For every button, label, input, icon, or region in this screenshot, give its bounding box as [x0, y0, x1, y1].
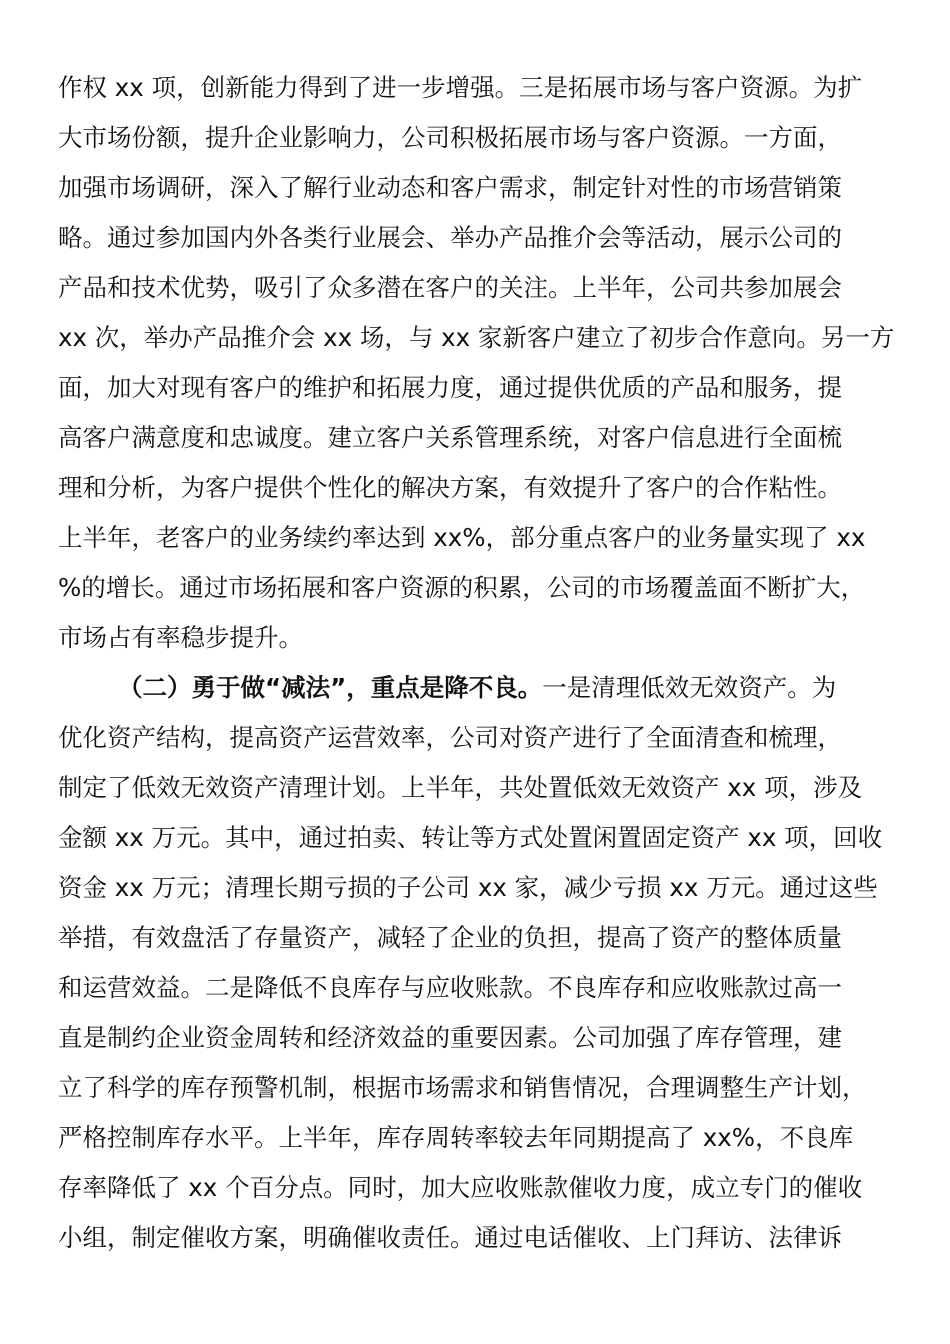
text-line: 加强市场调研，深入了解行业动态和客户需求，制定针对性的市场营销策 — [58, 173, 842, 202]
text-line: 优化资产结构，提高资产运营效率，公司对资产进行了全面清查和梳理， — [58, 723, 842, 752]
text-line: 存率降低了 xx 个百分点。同时，加大应收账款催收力度，成立专门的催收 — [58, 1173, 863, 1202]
paragraph-reduce-nonperforming — [58, 663, 894, 1263]
text-line: 直是制约企业资金周转和经济效益的重要因素。公司加强了库存管理，建 — [58, 1023, 842, 1052]
text-line — [58, 663, 894, 713]
text-line: 产品和技术优势，吸引了众多潜在客户的关注。上半年，公司共参加展会 — [58, 273, 842, 302]
text-line: %的增长。通过市场拓展和客户资源的积累，公司的市场覆盖面不断扩大， — [58, 573, 866, 602]
text-line: 金额 xx 万元。其中，通过拍卖、转让等方式处置闲置固定资产 xx 项，回收 — [58, 823, 883, 852]
text-line: 严格控制库存水平。上半年，库存周转率较去年同期提高了 xx%，不良库 — [58, 1123, 854, 1152]
text-line: 小组，制定催收方案，明确催收责任。通过电话催收、上门拜访、法律诉 — [58, 1223, 842, 1252]
text-line: 略。通过参加国内外各类行业展会、举办产品推介会等活动，展示公司的 — [58, 223, 842, 252]
text-line: 大市场份额，提升企业影响力，公司积极拓展市场与客户资源。一方面， — [58, 123, 842, 152]
text-line: 资金 xx 万元；清理长期亏损的子公司 xx 家，减少亏损 xx 万元。通过这些 — [58, 873, 878, 902]
text-line: 市场占有率稳步提升。 — [58, 623, 303, 652]
text-line: 上半年，老客户的业务续约率达到 xx%，部分重点客户的业务量实现了 xx — [58, 523, 866, 552]
text-line: 面，加大对现有客户的维护和拓展力度，通过提供优质的产品和服务，提 — [58, 373, 842, 402]
text-line: 理和分析，为客户提供个性化的解决方案，有效提升了客户的合作粘性。 — [58, 473, 842, 502]
text-line: 高客户满意度和忠诚度。建立客户关系管理系统，对客户信息进行全面梳 — [58, 423, 842, 452]
text-line: 举措，有效盘活了存量资产，减轻了企业的负担，提高了资产的整体质量 — [58, 923, 842, 952]
text-line: 作权 xx 项，创新能力得到了进一步增强。三是拓展市场与客户资源。为扩 — [58, 73, 863, 102]
text-line: 和运营效益。二是降低不良库存与应收账款。不良库存和应收账款过高一 — [58, 973, 842, 1002]
section-heading: （二）勇于做“减法”，重点是降不良。 — [118, 673, 543, 702]
text-line: xx 次，举办产品推介会 xx 场，与 xx 家新客户建立了初步合作意向。另一方 — [58, 323, 894, 352]
heading-line-rest: 一是清理低效无效资产。为 — [542, 673, 837, 702]
text-line: 制定了低效无效资产清理计划。上半年，共处置低效无效资产 xx 项，涉及 — [58, 773, 863, 802]
text-line: 立了科学的库存预警机制，根据市场需求和销售情况，合理调整生产计划， — [58, 1073, 867, 1102]
paragraph-market-expansion — [58, 63, 894, 663]
document-body — [58, 63, 894, 1263]
